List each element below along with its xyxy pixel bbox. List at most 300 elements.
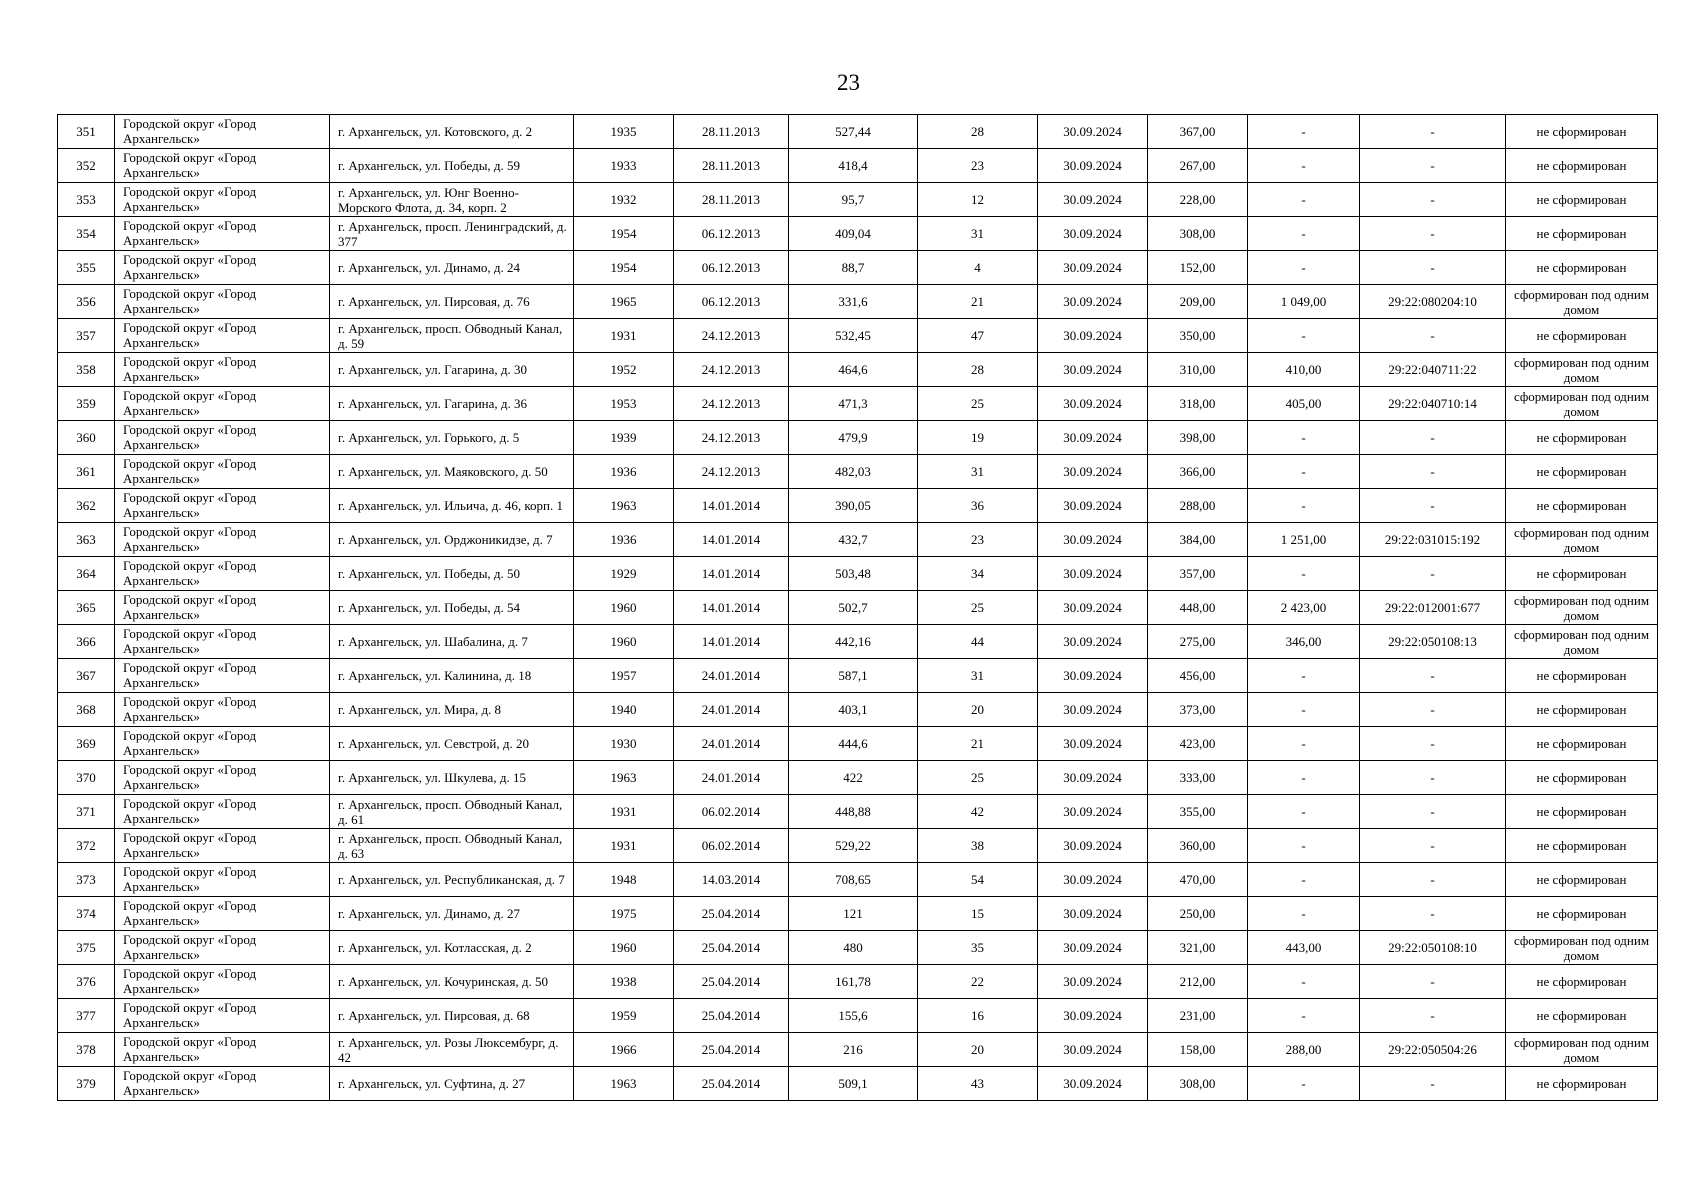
- cell-area: 95,7: [789, 183, 918, 217]
- table-row: [58, 659, 1658, 693]
- cell-cadastral-number: -: [1360, 863, 1506, 897]
- cell-land-area: 405,00: [1248, 387, 1360, 421]
- cell-municipality: Городской округ «Город Архангельск»: [115, 387, 330, 421]
- cell-row-number: 373: [58, 863, 115, 897]
- cell-year-built: 1960: [574, 591, 674, 625]
- cell-address: г. Архангельск, ул. Пирсовая, д. 76: [330, 285, 574, 319]
- cell-date: 28.11.2013: [674, 115, 789, 149]
- cell-year-built: 1929: [574, 557, 674, 591]
- cell-date: 06.12.2013: [674, 285, 789, 319]
- table-row: [58, 727, 1658, 761]
- cell-year-built: 1963: [574, 489, 674, 523]
- cell-residents: 25: [918, 761, 1038, 795]
- cell-land-area: 443,00: [1248, 931, 1360, 965]
- cell-deadline-date: 30.09.2024: [1038, 693, 1148, 727]
- cell-address: г. Архангельск, ул. Суфтина, д. 27: [330, 1067, 574, 1101]
- cell-deadline-date: 30.09.2024: [1038, 489, 1148, 523]
- cell-land-area: -: [1248, 115, 1360, 149]
- cell-year-built: 1975: [574, 897, 674, 931]
- cell-amount: 350,00: [1148, 319, 1248, 353]
- cell-amount: 308,00: [1148, 1067, 1248, 1101]
- cell-deadline-date: 30.09.2024: [1038, 387, 1148, 421]
- cell-date: 14.01.2014: [674, 591, 789, 625]
- table-row: [58, 863, 1658, 897]
- cell-address: г. Архангельск, ул. Шабалина, д. 7: [330, 625, 574, 659]
- cell-amount: 355,00: [1148, 795, 1248, 829]
- cell-year-built: 1930: [574, 727, 674, 761]
- cell-row-number: 368: [58, 693, 115, 727]
- cell-row-number: 365: [58, 591, 115, 625]
- table-row: [58, 217, 1658, 251]
- cell-municipality: Городской округ «Город Архангельск»: [115, 693, 330, 727]
- cell-municipality: Городской округ «Город Архангельск»: [115, 455, 330, 489]
- cell-municipality: Городской округ «Город Архангельск»: [115, 931, 330, 965]
- cell-area: 331,6: [789, 285, 918, 319]
- cell-date: 06.02.2014: [674, 829, 789, 863]
- cell-year-built: 1965: [574, 285, 674, 319]
- cell-residents: 20: [918, 693, 1038, 727]
- cell-amount: 360,00: [1148, 829, 1248, 863]
- table-row: [58, 1067, 1658, 1101]
- cell-date: 24.01.2014: [674, 761, 789, 795]
- cell-deadline-date: 30.09.2024: [1038, 829, 1148, 863]
- cell-municipality: Городской округ «Город Архангельск»: [115, 149, 330, 183]
- cell-year-built: 1953: [574, 387, 674, 421]
- cell-land-area: 346,00: [1248, 625, 1360, 659]
- cell-row-number: 372: [58, 829, 115, 863]
- cell-address: г. Архангельск, ул. Ильича, д. 46, корп. 1: [330, 489, 574, 523]
- cell-land-status: сформирован под одним домом: [1506, 931, 1658, 965]
- cell-residents: 31: [918, 455, 1038, 489]
- cell-address: г. Архангельск, ул. Гагарина, д. 30: [330, 353, 574, 387]
- cell-row-number: 367: [58, 659, 115, 693]
- cell-residents: 21: [918, 285, 1038, 319]
- table-row: [58, 183, 1658, 217]
- cell-year-built: 1959: [574, 999, 674, 1033]
- cell-area: 471,3: [789, 387, 918, 421]
- cell-deadline-date: 30.09.2024: [1038, 285, 1148, 319]
- cell-land-area: 410,00: [1248, 353, 1360, 387]
- cell-area: 121: [789, 897, 918, 931]
- table-row: [58, 455, 1658, 489]
- cell-deadline-date: 30.09.2024: [1038, 1033, 1148, 1067]
- cell-land-status: сформирован под одним домом: [1506, 1033, 1658, 1067]
- cell-address: г. Архангельск, ул. Котласская, д. 2: [330, 931, 574, 965]
- cell-amount: 470,00: [1148, 863, 1248, 897]
- cell-land-area: 2 423,00: [1248, 591, 1360, 625]
- cell-date: 28.11.2013: [674, 149, 789, 183]
- cell-amount: 288,00: [1148, 489, 1248, 523]
- cell-cadastral-number: -: [1360, 761, 1506, 795]
- cell-date: 25.04.2014: [674, 897, 789, 931]
- cell-area: 216: [789, 1033, 918, 1067]
- table-row: [58, 829, 1658, 863]
- table-row: [58, 115, 1658, 149]
- cell-area: 88,7: [789, 251, 918, 285]
- cell-address: г. Архангельск, просп. Обводный Канал, д. 63: [330, 829, 574, 863]
- cell-deadline-date: 30.09.2024: [1038, 999, 1148, 1033]
- cell-cadastral-number: 29:22:050504:26: [1360, 1033, 1506, 1067]
- cell-address: г. Архангельск, ул. Республиканская, д. 7: [330, 863, 574, 897]
- cell-cadastral-number: 29:22:040711:22: [1360, 353, 1506, 387]
- cell-cadastral-number: -: [1360, 795, 1506, 829]
- cell-land-area: -: [1248, 319, 1360, 353]
- cell-year-built: 1963: [574, 761, 674, 795]
- cell-residents: 44: [918, 625, 1038, 659]
- cell-area: 502,7: [789, 591, 918, 625]
- cell-cadastral-number: -: [1360, 149, 1506, 183]
- cell-date: 28.11.2013: [674, 183, 789, 217]
- cell-municipality: Городской округ «Город Архангельск»: [115, 421, 330, 455]
- cell-land-status: не сформирован: [1506, 965, 1658, 999]
- cell-deadline-date: 30.09.2024: [1038, 625, 1148, 659]
- cell-year-built: 1931: [574, 829, 674, 863]
- cell-area: 390,05: [789, 489, 918, 523]
- cell-cadastral-number: 29:22:080204:10: [1360, 285, 1506, 319]
- cell-address: г. Архангельск, ул. Горького, д. 5: [330, 421, 574, 455]
- cell-cadastral-number: 29:22:012001:677: [1360, 591, 1506, 625]
- cell-residents: 25: [918, 387, 1038, 421]
- cell-amount: 423,00: [1148, 727, 1248, 761]
- cell-land-status: не сформирован: [1506, 693, 1658, 727]
- cell-cadastral-number: -: [1360, 965, 1506, 999]
- table-row: [58, 421, 1658, 455]
- cell-year-built: 1952: [574, 353, 674, 387]
- cell-land-status: сформирован под одним домом: [1506, 285, 1658, 319]
- cell-amount: 275,00: [1148, 625, 1248, 659]
- cell-deadline-date: 30.09.2024: [1038, 455, 1148, 489]
- cell-row-number: 377: [58, 999, 115, 1033]
- cell-cadastral-number: -: [1360, 659, 1506, 693]
- cell-amount: 228,00: [1148, 183, 1248, 217]
- cell-deadline-date: 30.09.2024: [1038, 421, 1148, 455]
- cell-address: г. Архангельск, ул. Победы, д. 54: [330, 591, 574, 625]
- table-row: [58, 693, 1658, 727]
- cell-date: 14.01.2014: [674, 523, 789, 557]
- cell-amount: 308,00: [1148, 217, 1248, 251]
- cell-amount: 158,00: [1148, 1033, 1248, 1067]
- cell-area: 418,4: [789, 149, 918, 183]
- table-row: [58, 999, 1658, 1033]
- cell-row-number: 352: [58, 149, 115, 183]
- cell-area: 503,48: [789, 557, 918, 591]
- cell-deadline-date: 30.09.2024: [1038, 557, 1148, 591]
- cell-deadline-date: 30.09.2024: [1038, 1067, 1148, 1101]
- cell-cadastral-number: -: [1360, 251, 1506, 285]
- cell-land-area: 1 251,00: [1248, 523, 1360, 557]
- cell-deadline-date: 30.09.2024: [1038, 659, 1148, 693]
- cell-date: 24.12.2013: [674, 421, 789, 455]
- cell-year-built: 1954: [574, 217, 674, 251]
- cell-land-area: -: [1248, 421, 1360, 455]
- cell-cadastral-number: 29:22:050108:10: [1360, 931, 1506, 965]
- cell-amount: 212,00: [1148, 965, 1248, 999]
- table-row: [58, 353, 1658, 387]
- cell-municipality: Городской округ «Город Архангельск»: [115, 659, 330, 693]
- cell-residents: 54: [918, 863, 1038, 897]
- cell-municipality: Городской округ «Город Архангельск»: [115, 965, 330, 999]
- cell-municipality: Городской округ «Город Архангельск»: [115, 523, 330, 557]
- cell-date: 24.01.2014: [674, 659, 789, 693]
- cell-row-number: 364: [58, 557, 115, 591]
- cell-row-number: 356: [58, 285, 115, 319]
- cell-year-built: 1938: [574, 965, 674, 999]
- cell-address: г. Архангельск, ул. Розы Люксембург, д. 42: [330, 1033, 574, 1067]
- cell-land-area: -: [1248, 761, 1360, 795]
- cell-row-number: 369: [58, 727, 115, 761]
- cell-date: 14.01.2014: [674, 557, 789, 591]
- cell-municipality: Городской округ «Город Архангельск»: [115, 727, 330, 761]
- cell-land-status: не сформирован: [1506, 557, 1658, 591]
- cell-row-number: 366: [58, 625, 115, 659]
- table-row: [58, 965, 1658, 999]
- cell-residents: 31: [918, 217, 1038, 251]
- cell-municipality: Городской округ «Город Архангельск»: [115, 353, 330, 387]
- table-row: [58, 489, 1658, 523]
- cell-land-status: не сформирован: [1506, 999, 1658, 1033]
- table-row: [58, 251, 1658, 285]
- cell-land-status: не сформирован: [1506, 183, 1658, 217]
- cell-address: г. Архангельск, ул. Кочуринская, д. 50: [330, 965, 574, 999]
- cell-deadline-date: 30.09.2024: [1038, 931, 1148, 965]
- cell-residents: 4: [918, 251, 1038, 285]
- cell-municipality: Городской округ «Город Архангельск»: [115, 183, 330, 217]
- table-row: [58, 761, 1658, 795]
- cell-residents: 47: [918, 319, 1038, 353]
- cell-deadline-date: 30.09.2024: [1038, 727, 1148, 761]
- housing-registry-table: [57, 114, 1658, 1101]
- cell-land-area: -: [1248, 795, 1360, 829]
- cell-municipality: Городской округ «Город Архангельск»: [115, 829, 330, 863]
- cell-land-status: не сформирован: [1506, 795, 1658, 829]
- cell-amount: 318,00: [1148, 387, 1248, 421]
- table-row: [58, 897, 1658, 931]
- cell-amount: 398,00: [1148, 421, 1248, 455]
- cell-year-built: 1940: [574, 693, 674, 727]
- cell-municipality: Городской округ «Город Архангельск»: [115, 795, 330, 829]
- cell-year-built: 1931: [574, 795, 674, 829]
- cell-municipality: Городской округ «Город Архангельск»: [115, 897, 330, 931]
- cell-row-number: 359: [58, 387, 115, 421]
- cell-address: г. Архангельск, ул. Юнг Военно-Морского Флота, д. 34, корп. 2: [330, 183, 574, 217]
- cell-area: 509,1: [789, 1067, 918, 1101]
- cell-residents: 43: [918, 1067, 1038, 1101]
- cell-municipality: Городской округ «Город Архангельск»: [115, 319, 330, 353]
- cell-land-area: -: [1248, 557, 1360, 591]
- cell-address: г. Архангельск, ул. Динамо, д. 27: [330, 897, 574, 931]
- cell-cadastral-number: 29:22:031015:192: [1360, 523, 1506, 557]
- cell-cadastral-number: 29:22:040710:14: [1360, 387, 1506, 421]
- cell-cadastral-number: -: [1360, 183, 1506, 217]
- cell-deadline-date: 30.09.2024: [1038, 523, 1148, 557]
- cell-area: 529,22: [789, 829, 918, 863]
- cell-row-number: 374: [58, 897, 115, 931]
- cell-year-built: 1932: [574, 183, 674, 217]
- cell-residents: 35: [918, 931, 1038, 965]
- cell-deadline-date: 30.09.2024: [1038, 897, 1148, 931]
- cell-deadline-date: 30.09.2024: [1038, 217, 1148, 251]
- cell-cadastral-number: -: [1360, 557, 1506, 591]
- cell-date: 06.02.2014: [674, 795, 789, 829]
- cell-date: 24.12.2013: [674, 353, 789, 387]
- cell-amount: 333,00: [1148, 761, 1248, 795]
- cell-land-area: -: [1248, 863, 1360, 897]
- cell-land-status: сформирован под одним домом: [1506, 387, 1658, 421]
- cell-cadastral-number: -: [1360, 489, 1506, 523]
- cell-deadline-date: 30.09.2024: [1038, 183, 1148, 217]
- cell-land-status: не сформирован: [1506, 863, 1658, 897]
- cell-amount: 456,00: [1148, 659, 1248, 693]
- cell-land-status: не сформирован: [1506, 319, 1658, 353]
- cell-date: 25.04.2014: [674, 1033, 789, 1067]
- cell-municipality: Городской округ «Город Архангельск»: [115, 591, 330, 625]
- cell-year-built: 1948: [574, 863, 674, 897]
- cell-date: 24.01.2014: [674, 727, 789, 761]
- cell-area: 155,6: [789, 999, 918, 1033]
- cell-land-status: не сформирован: [1506, 115, 1658, 149]
- cell-deadline-date: 30.09.2024: [1038, 795, 1148, 829]
- cell-amount: 366,00: [1148, 455, 1248, 489]
- cell-address: г. Архангельск, просп. Ленинградский, д. 377: [330, 217, 574, 251]
- cell-residents: 16: [918, 999, 1038, 1033]
- cell-year-built: 1957: [574, 659, 674, 693]
- cell-area: 587,1: [789, 659, 918, 693]
- cell-row-number: 358: [58, 353, 115, 387]
- cell-date: 14.01.2014: [674, 489, 789, 523]
- cell-address: г. Архангельск, ул. Севстрой, д. 20: [330, 727, 574, 761]
- cell-row-number: 354: [58, 217, 115, 251]
- cell-residents: 38: [918, 829, 1038, 863]
- cell-date: 25.04.2014: [674, 931, 789, 965]
- cell-date: 25.04.2014: [674, 1067, 789, 1101]
- cell-land-status: не сформирован: [1506, 421, 1658, 455]
- cell-cadastral-number: -: [1360, 829, 1506, 863]
- cell-row-number: 353: [58, 183, 115, 217]
- cell-area: 161,78: [789, 965, 918, 999]
- cell-address: г. Архангельск, ул. Динамо, д. 24: [330, 251, 574, 285]
- cell-land-area: -: [1248, 659, 1360, 693]
- cell-amount: 267,00: [1148, 149, 1248, 183]
- cell-land-status: не сформирован: [1506, 149, 1658, 183]
- cell-deadline-date: 30.09.2024: [1038, 319, 1148, 353]
- cell-row-number: 378: [58, 1033, 115, 1067]
- cell-municipality: Городской округ «Город Архангельск»: [115, 625, 330, 659]
- cell-cadastral-number: -: [1360, 693, 1506, 727]
- cell-amount: 448,00: [1148, 591, 1248, 625]
- cell-municipality: Городской округ «Город Архангельск»: [115, 489, 330, 523]
- cell-municipality: Городской округ «Город Архангельск»: [115, 557, 330, 591]
- cell-date: 24.01.2014: [674, 693, 789, 727]
- cell-area: 442,16: [789, 625, 918, 659]
- cell-municipality: Городской округ «Город Архангельск»: [115, 999, 330, 1033]
- cell-residents: 12: [918, 183, 1038, 217]
- cell-row-number: 371: [58, 795, 115, 829]
- cell-address: г. Архангельск, ул. Пирсовая, д. 68: [330, 999, 574, 1033]
- cell-address: г. Архангельск, ул. Победы, д. 59: [330, 149, 574, 183]
- cell-cadastral-number: -: [1360, 999, 1506, 1033]
- cell-land-area: -: [1248, 829, 1360, 863]
- cell-year-built: 1960: [574, 625, 674, 659]
- cell-land-area: 1 049,00: [1248, 285, 1360, 319]
- cell-land-status: не сформирован: [1506, 1067, 1658, 1101]
- cell-year-built: 1939: [574, 421, 674, 455]
- cell-area: 403,1: [789, 693, 918, 727]
- cell-amount: 209,00: [1148, 285, 1248, 319]
- cell-deadline-date: 30.09.2024: [1038, 251, 1148, 285]
- cell-amount: 250,00: [1148, 897, 1248, 931]
- cell-residents: 20: [918, 1033, 1038, 1067]
- cell-row-number: 360: [58, 421, 115, 455]
- cell-municipality: Городской округ «Город Архангельск»: [115, 217, 330, 251]
- cell-year-built: 1960: [574, 931, 674, 965]
- cell-amount: 321,00: [1148, 931, 1248, 965]
- page-number: 23: [837, 70, 860, 95]
- cell-deadline-date: 30.09.2024: [1038, 353, 1148, 387]
- cell-land-area: -: [1248, 999, 1360, 1033]
- cell-land-area: -: [1248, 1067, 1360, 1101]
- cell-address: г. Архангельск, ул. Маяковского, д. 50: [330, 455, 574, 489]
- cell-cadastral-number: -: [1360, 897, 1506, 931]
- cell-row-number: 355: [58, 251, 115, 285]
- cell-amount: 231,00: [1148, 999, 1248, 1033]
- cell-address: г. Архангельск, просп. Обводный Канал, д. 59: [330, 319, 574, 353]
- cell-address: г. Архангельск, ул. Калинина, д. 18: [330, 659, 574, 693]
- cell-cadastral-number: -: [1360, 727, 1506, 761]
- cell-amount: 357,00: [1148, 557, 1248, 591]
- cell-land-status: сформирован под одним домом: [1506, 591, 1658, 625]
- cell-address: г. Архангельск, ул. Гагарина, д. 36: [330, 387, 574, 421]
- cell-residents: 28: [918, 353, 1038, 387]
- cell-municipality: Городской округ «Город Архангельск»: [115, 1033, 330, 1067]
- cell-land-status: сформирован под одним домом: [1506, 353, 1658, 387]
- cell-year-built: 1936: [574, 523, 674, 557]
- cell-residents: 19: [918, 421, 1038, 455]
- cell-amount: 310,00: [1148, 353, 1248, 387]
- cell-row-number: 361: [58, 455, 115, 489]
- cell-land-status: сформирован под одним домом: [1506, 625, 1658, 659]
- cell-municipality: Городской округ «Город Архангельск»: [115, 1067, 330, 1101]
- cell-area: 448,88: [789, 795, 918, 829]
- cell-deadline-date: 30.09.2024: [1038, 863, 1148, 897]
- cell-area: 479,9: [789, 421, 918, 455]
- cell-area: 482,03: [789, 455, 918, 489]
- cell-municipality: Городской округ «Город Архангельск»: [115, 761, 330, 795]
- table-row: [58, 1033, 1658, 1067]
- cell-land-status: не сформирован: [1506, 659, 1658, 693]
- cell-residents: 28: [918, 115, 1038, 149]
- cell-date: 24.12.2013: [674, 455, 789, 489]
- table-row: [58, 387, 1658, 421]
- cell-year-built: 1966: [574, 1033, 674, 1067]
- cell-land-area: -: [1248, 217, 1360, 251]
- cell-residents: 23: [918, 523, 1038, 557]
- table-row: [58, 591, 1658, 625]
- cell-municipality: Городской округ «Город Архангельск»: [115, 115, 330, 149]
- cell-cadastral-number: -: [1360, 115, 1506, 149]
- cell-land-area: -: [1248, 149, 1360, 183]
- cell-address: г. Архангельск, ул. Котовского, д. 2: [330, 115, 574, 149]
- cell-year-built: 1963: [574, 1067, 674, 1101]
- cell-residents: 36: [918, 489, 1038, 523]
- cell-date: 24.12.2013: [674, 387, 789, 421]
- cell-area: 708,65: [789, 863, 918, 897]
- cell-amount: 373,00: [1148, 693, 1248, 727]
- table-row: [58, 319, 1658, 353]
- cell-land-area: -: [1248, 727, 1360, 761]
- cell-residents: 31: [918, 659, 1038, 693]
- cell-cadastral-number: 29:22:050108:13: [1360, 625, 1506, 659]
- cell-residents: 42: [918, 795, 1038, 829]
